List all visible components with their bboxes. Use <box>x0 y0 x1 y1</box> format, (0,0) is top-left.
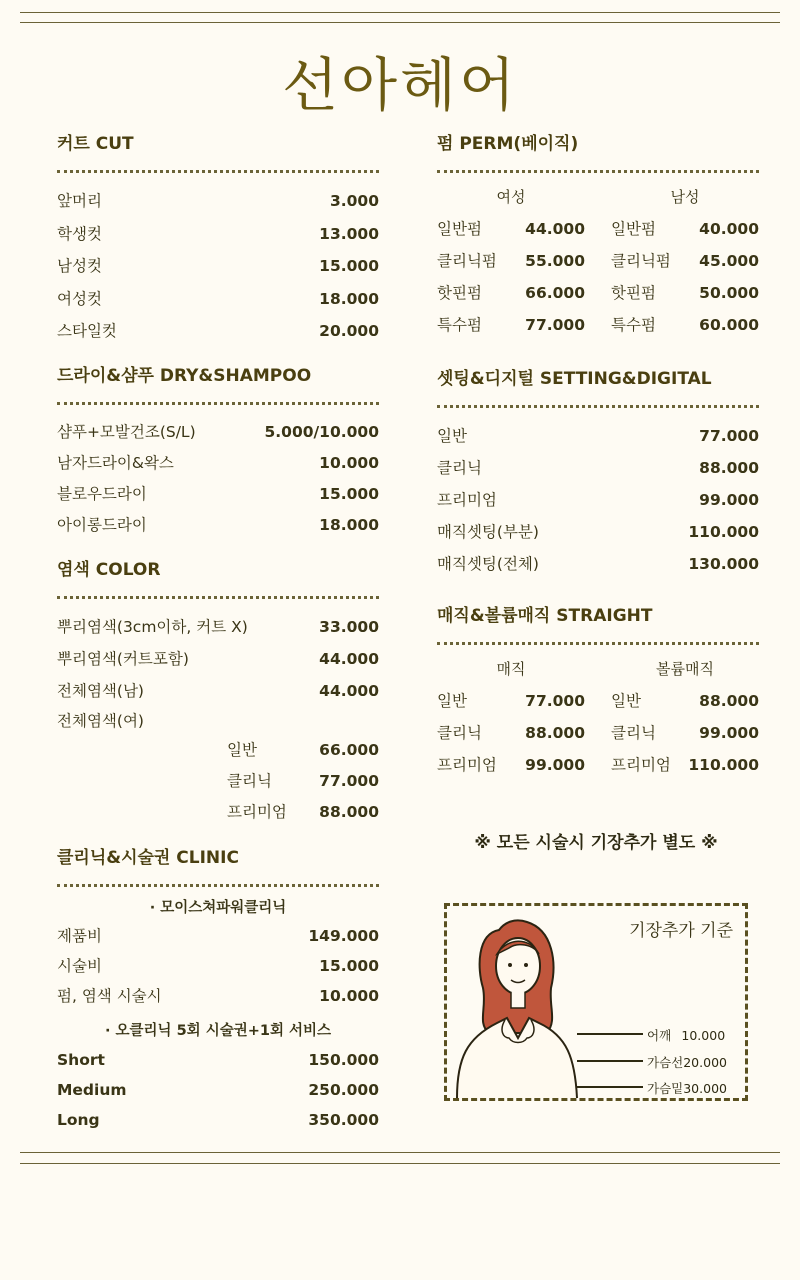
bottom-rule-2 <box>20 1163 780 1164</box>
price-row <box>57 448 379 479</box>
item-name: 클리닉 <box>437 459 482 477</box>
item-price: 77.000 <box>525 316 585 334</box>
item-price: 20.000 <box>319 322 379 340</box>
item-name: 전체염색(남) <box>57 681 144 700</box>
item-price: 44.000 <box>525 220 585 238</box>
item-name: 일반 <box>227 740 257 759</box>
perm-section <box>437 130 759 341</box>
section-title: 매직&볼륨매직 STRAIGHT <box>437 606 653 626</box>
section-title: 클리닉&시술권 CLINIC <box>57 847 239 868</box>
price-row <box>611 309 759 341</box>
item-price: 99.000 <box>699 724 759 742</box>
column-header: 여성 <box>496 188 526 206</box>
item-name: 시술비 <box>57 956 102 975</box>
column-header: 매직 <box>496 660 526 678</box>
price-row <box>57 921 379 951</box>
price-row <box>437 717 585 749</box>
price-row <box>57 1045 379 1075</box>
item-name: 남자드라이&왁스 <box>57 453 174 472</box>
item-name: 일반펌 <box>437 220 482 238</box>
item-price: 15.000 <box>319 484 379 503</box>
cut-list <box>57 185 379 348</box>
price-row <box>57 315 379 348</box>
woman-illustration <box>447 908 587 1098</box>
item-price: 88.000 <box>699 459 759 477</box>
price-row <box>437 452 759 484</box>
price-row <box>611 245 759 277</box>
dotted-divider <box>57 596 379 599</box>
item-name: 프리미엄 <box>611 756 671 774</box>
price-row <box>611 213 759 245</box>
setting-section <box>437 365 759 580</box>
price-row <box>227 797 379 828</box>
item-price: 150.000 <box>308 1050 379 1069</box>
straight-section <box>437 602 759 781</box>
item-name: 앞머리 <box>57 192 102 210</box>
dotted-divider <box>437 405 759 408</box>
price-row <box>57 510 379 541</box>
length-price: 30.000 <box>683 1081 727 1096</box>
item-price: 110.000 <box>688 756 759 774</box>
top-rule-2 <box>20 22 780 23</box>
straight-volume-list <box>611 653 759 781</box>
clinic-section <box>57 844 379 1135</box>
price-row <box>57 1075 379 1105</box>
bottom-rule-1 <box>20 1152 780 1153</box>
item-name: 프리미엄 <box>227 802 287 821</box>
chest-line <box>577 1060 643 1062</box>
price-row <box>57 611 379 643</box>
price-row <box>57 951 379 981</box>
length-price: 10.000 <box>681 1028 726 1043</box>
price-row <box>57 218 379 251</box>
dotted-divider <box>57 884 379 887</box>
price-row <box>611 685 759 717</box>
straight-magic-list <box>437 653 585 781</box>
length-name: 가슴선 <box>647 1055 684 1070</box>
item-price: 77.000 <box>699 427 759 445</box>
price-row <box>437 685 585 717</box>
price-row <box>57 643 379 675</box>
dotted-divider <box>57 170 379 173</box>
perm-male-list <box>611 181 759 341</box>
section-title: 셋팅&디지털 SETTING&DIGITAL <box>437 369 712 389</box>
column-header: 볼륨매직 <box>656 660 714 678</box>
item-price: 66.000 <box>319 740 379 759</box>
item-price: 250.000 <box>308 1080 379 1099</box>
right-column <box>437 130 759 781</box>
item-price: 44.000 <box>319 649 379 668</box>
item-name: 클리닉 <box>437 724 482 742</box>
price-row <box>227 735 379 766</box>
clinic-group-title: · 오클리닉 5회 시술권+1회 서비스 <box>104 1022 332 1039</box>
length-item <box>647 1026 725 1044</box>
price-row <box>57 250 379 283</box>
price-row <box>437 749 585 781</box>
price-row <box>437 309 585 341</box>
item-name: 특수펌 <box>611 316 656 334</box>
item-name: 클리닉펌 <box>437 252 497 270</box>
item-name: 매직셋팅(부분) <box>437 523 539 541</box>
top-rule-1 <box>20 12 780 13</box>
item-price: 40.000 <box>699 220 759 238</box>
item-price: 88.000 <box>525 724 585 742</box>
price-row <box>57 479 379 510</box>
section-title: 염색 COLOR <box>57 559 161 580</box>
length-price: 20.000 <box>683 1055 727 1070</box>
item-name: 전체염색(여) <box>57 711 144 730</box>
item-name: 샴푸+모발건조(S/L) <box>57 422 196 441</box>
item-name: 제품비 <box>57 926 102 945</box>
column-header: 남성 <box>670 188 700 206</box>
item-price: 88.000 <box>319 802 379 821</box>
dry-section <box>57 362 379 541</box>
item-price: 66.000 <box>525 284 585 302</box>
perm-grid <box>437 181 759 341</box>
price-row <box>227 766 379 797</box>
length-guide-title: 기장추가 기준 <box>629 921 733 941</box>
item-price: 350.000 <box>308 1110 379 1129</box>
item-price: 77.000 <box>525 692 585 710</box>
price-row <box>57 675 379 707</box>
shoulder-line <box>577 1033 643 1035</box>
price-row <box>437 420 759 452</box>
item-name: 펌, 염색 시술시 <box>57 986 162 1005</box>
item-price: 149.000 <box>308 926 379 945</box>
length-item <box>647 1053 727 1071</box>
section-title: 드라이&샴푸 DRY&SHAMPOO <box>57 365 312 386</box>
price-row <box>437 277 585 309</box>
length-surcharge-note: ※ 모든 시술시 기장추가 별도 ※ <box>474 833 718 853</box>
item-name: Long <box>57 1110 100 1129</box>
length-name: 어깨 <box>647 1028 672 1043</box>
item-price: 99.000 <box>525 756 585 774</box>
item-price: 55.000 <box>525 252 585 270</box>
female-color-label-row <box>57 707 379 735</box>
clinic-group-title: · 모이스쳐파워클리닉 <box>149 899 287 916</box>
item-price: 33.000 <box>319 617 379 636</box>
item-name: 클리닉 <box>611 724 656 742</box>
price-row <box>437 548 759 580</box>
straight-grid <box>437 653 759 781</box>
price-row <box>57 185 379 218</box>
item-price: 50.000 <box>699 284 759 302</box>
dotted-divider <box>437 170 759 173</box>
item-price: 18.000 <box>319 289 379 308</box>
item-name: 뿌리염색(3cm이하, 커트 X) <box>57 617 248 636</box>
item-name: 뿌리염색(커트포함) <box>57 649 189 668</box>
price-row <box>437 245 585 277</box>
item-price: 110.000 <box>688 523 759 541</box>
left-column <box>57 130 379 1135</box>
section-title: 펌 PERM(베이직) <box>437 134 579 154</box>
item-name: 일반 <box>437 427 467 445</box>
item-name: 핫핀펌 <box>437 284 482 302</box>
item-name: 스타일컷 <box>57 322 117 340</box>
item-name: 여성컷 <box>57 289 102 308</box>
price-row <box>57 1105 379 1135</box>
item-name: 클리닉펌 <box>611 252 671 270</box>
perm-female-list <box>437 181 585 341</box>
color-section <box>57 556 379 828</box>
item-price: 44.000 <box>319 681 379 700</box>
item-price: 60.000 <box>699 316 759 334</box>
item-name: 클리닉 <box>227 771 272 790</box>
item-name: 일반 <box>611 692 641 710</box>
length-guide-box <box>444 903 748 1101</box>
item-price: 18.000 <box>319 515 379 534</box>
item-price: 10.000 <box>319 986 379 1005</box>
item-price: 15.000 <box>319 956 379 975</box>
item-price: 13.000 <box>319 224 379 243</box>
cut-section <box>57 130 379 348</box>
item-name: 프리미엄 <box>437 756 497 774</box>
length-name: 가슴밑 <box>647 1081 684 1096</box>
price-row <box>57 283 379 316</box>
dotted-divider <box>437 642 759 645</box>
item-price: 77.000 <box>319 771 379 790</box>
item-name: 특수펌 <box>437 316 482 334</box>
section-title: 커트 CUT <box>57 134 134 154</box>
item-price: 45.000 <box>699 252 759 270</box>
price-row <box>437 213 585 245</box>
item-price: 15.000 <box>319 257 379 275</box>
dotted-divider <box>57 402 379 405</box>
item-price: 88.000 <box>699 692 759 710</box>
below-chest-line <box>577 1086 643 1088</box>
price-row <box>437 516 759 548</box>
item-name: 남성컷 <box>57 257 102 275</box>
female-color-list <box>57 735 379 828</box>
price-row <box>57 417 379 448</box>
item-price: 5.000/10.000 <box>264 422 379 441</box>
item-name: 일반 <box>437 692 467 710</box>
price-row <box>611 717 759 749</box>
item-name: 블로우드라이 <box>57 484 147 503</box>
item-name: 일반펌 <box>611 220 656 238</box>
item-name: Medium <box>57 1080 127 1099</box>
item-name: 아이롱드라이 <box>57 515 147 534</box>
length-item <box>647 1079 727 1097</box>
item-name: 프리미엄 <box>437 491 497 509</box>
item-price: 3.000 <box>329 192 379 210</box>
price-row <box>57 981 379 1011</box>
price-row <box>611 749 759 781</box>
item-name: 학생컷 <box>57 224 102 243</box>
price-row <box>611 277 759 309</box>
item-name: 매직셋팅(전체) <box>437 555 539 573</box>
item-price: 130.000 <box>688 555 759 573</box>
item-name: 핫핀펌 <box>611 284 656 302</box>
item-price: 99.000 <box>699 491 759 509</box>
item-price: 10.000 <box>319 453 379 472</box>
shop-title: 선아헤어 <box>281 51 519 119</box>
item-name: Short <box>57 1050 105 1069</box>
price-row <box>437 484 759 516</box>
